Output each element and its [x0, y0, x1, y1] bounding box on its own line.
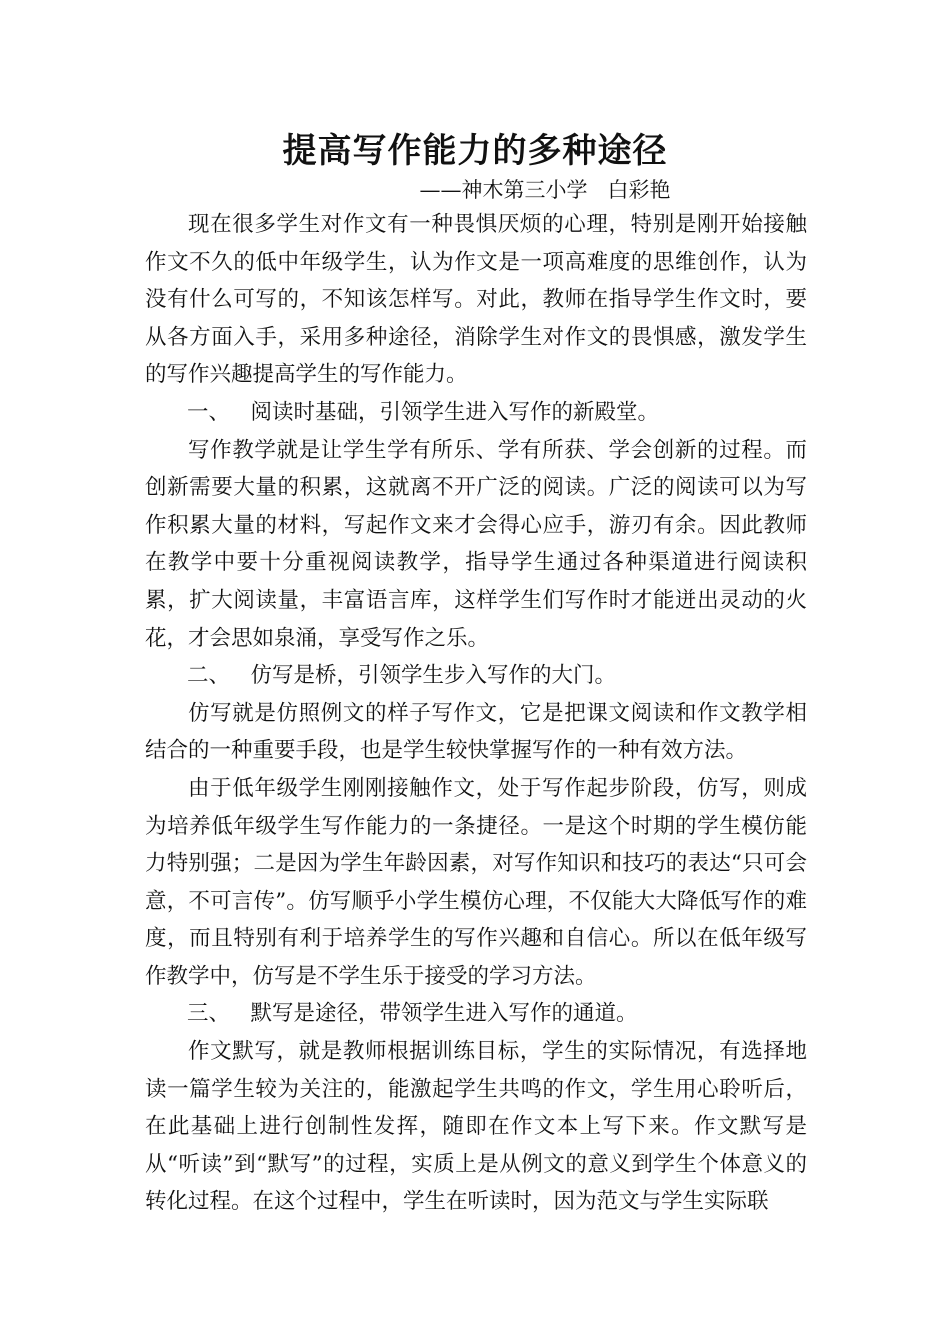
- section-heading-1: 一、 阅读时基础，引领学生进入写作的新殿堂。: [187, 399, 660, 425]
- document-body: [145, 206, 807, 1221]
- intro-paragraph: 现在很多学生对作文有一种畏惧厌烦的心理，特别是刚开始接触作文不久的低中年级学生，认为作文是一项高难度的思维创作，认为没有什么可写的，不知该怎样写。对此，教师在指导学生作文时，要从各方面入手，采用多种途径，消除学生对作文的畏惧感，激发学生的写作兴趣提高学生的写作能力。: [145, 212, 807, 388]
- section-1-paragraph: 写作教学就是让学生学有所乐、学有所获、学会创新的过程。而创新需要大量的积累，这就离不开广泛的阅读。广泛的阅读可以为写作积累大量的材料，写起作文来才会得心应手，游刃有余。因此教师在教学中要十分重视阅读教学，指导学生通过各种渠道进行阅读积累，扩大阅读量，丰富语言库，这样学生们写作时才能迸出灵动的火花，才会思如泉涌，享受写作之乐。: [145, 437, 807, 651]
- section-heading-2: 二、 仿写是桥，引领学生步入写作的大门。: [187, 663, 617, 689]
- section-3-paragraph: 作文默写，就是教师根据训练目标，学生的实际情况，有选择地读一篇学生较为关注的，能激起学生共鸣的作文，学生用心聆听后，在此基础上进行创制性发挥，随即在作文本上写下来。作文默写是从“听读”到“默写”的过程，实质上是从例文的意义到学生个体意义的转化过程。在这个过程中，学生在听读时，因为范文与学生实际联: [145, 1039, 807, 1215]
- section-2-paragraph: 仿写就是仿照例文的样子写作文，它是把课文阅读和作文教学相结合的一种重要手段，也是学生较快掌握写作的一种有效方法。: [145, 700, 807, 764]
- section-2-paragraph: 由于低年级学生刚刚接触作文，处于写作起步阶段，仿写，则成为培养低年级学生写作能力的一条捷径。一是这个时期的学生模仿能力特别强；二是因为学生年龄因素，对写作知识和技巧的表达“只可会意，不可言传”。仿写顺乎小学生模仿心理，不仅能大大降低写作的难度，而且特别有利于培养学生的写作兴趣和自信心。所以在低年级写作教学中，仿写是不学生乐于接受的学习方法。: [145, 775, 807, 989]
- section-heading-3: 三、 默写是途径，带领学生进入写作的通道。: [187, 1001, 638, 1027]
- document-author: ——神木第三小学 白彩艳: [419, 178, 671, 202]
- document-title: 提高写作能力的多种途径: [282, 131, 668, 171]
